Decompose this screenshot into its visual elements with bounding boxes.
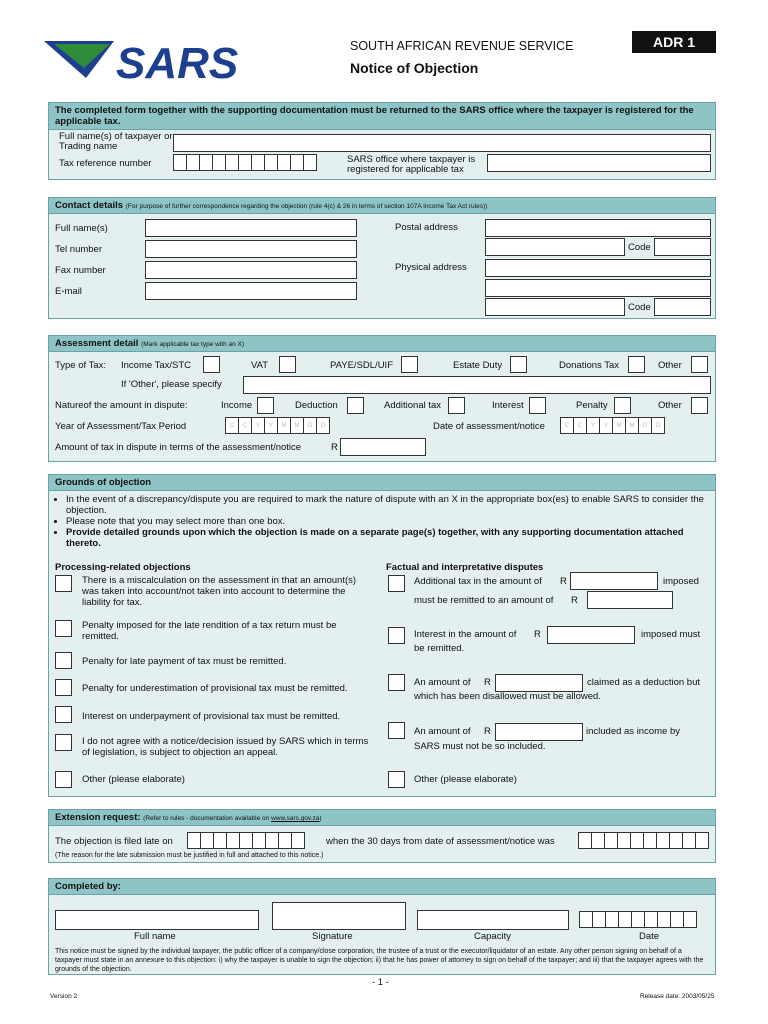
late-return-penalty-text: Penalty imposed for the late rendition of a tax return must be remitted. bbox=[82, 620, 337, 642]
sars-website-link[interactable]: www.sars.gov.za bbox=[271, 815, 320, 822]
late-reason-note: (The reason for the late submission must be justified in full and attached to this notice.) bbox=[55, 852, 324, 859]
additional-tax-remit-checkbox[interactable] bbox=[388, 575, 405, 592]
postal-code-label: Code bbox=[628, 242, 651, 253]
miscalculation-checkbox[interactable] bbox=[55, 575, 72, 592]
contact-heading-note: (For purpose of further correspondence regarding the objection (rule 4(c) & 26 in terms of section 107A Income Tax Act rules)) bbox=[125, 203, 488, 210]
contact-fullname-label: Full name(s) bbox=[55, 223, 108, 234]
grounds-heading: Grounds of objection bbox=[49, 475, 715, 491]
postal-line-1[interactable] bbox=[485, 219, 711, 237]
tax-ref-input[interactable] bbox=[173, 154, 317, 171]
income-amount-input[interactable] bbox=[495, 723, 583, 741]
assessment-heading: Assessment detail bbox=[55, 338, 139, 349]
physical-line-3[interactable] bbox=[485, 298, 625, 316]
deduction-amount-input[interactable] bbox=[495, 674, 583, 692]
postal-line-2[interactable] bbox=[485, 238, 625, 256]
instruction-2: • Please note that you may select more than one box. bbox=[66, 516, 716, 527]
r2a-text: Interest in the amount of bbox=[414, 629, 517, 640]
sars-office-input[interactable] bbox=[487, 154, 711, 172]
interest-checkbox[interactable] bbox=[529, 397, 546, 414]
late-return-penalty-checkbox[interactable] bbox=[55, 620, 72, 637]
type-of-tax-label: Type of Tax: bbox=[55, 360, 107, 371]
deduction-label: Deduction bbox=[295, 400, 338, 411]
factual-title: Factual and interpretative disputes bbox=[386, 562, 544, 573]
r2c-text: be remitted. bbox=[414, 643, 465, 654]
late-payment-penalty-checkbox[interactable] bbox=[55, 652, 72, 669]
other-nature-label: Other bbox=[658, 400, 682, 411]
underpayment-interest-text: Interest on underpayment of provisional tax must be remitted. bbox=[82, 711, 341, 722]
extension-section bbox=[48, 809, 716, 863]
signature-input[interactable] bbox=[272, 902, 406, 930]
physical-code-label: Code bbox=[628, 302, 651, 313]
additional-tax-label: Additional tax bbox=[384, 400, 442, 411]
r2-r-label: R bbox=[534, 629, 541, 640]
taxpayer-name-input[interactable] bbox=[173, 134, 711, 152]
logo-text: SARS bbox=[116, 39, 239, 84]
completed-date-label: Date bbox=[639, 931, 660, 942]
extension-heading: Extension request: bbox=[55, 812, 141, 823]
r3-r-label: R bbox=[484, 677, 491, 688]
notice-disagree-checkbox[interactable] bbox=[55, 734, 72, 751]
additional-tax-checkbox[interactable] bbox=[448, 397, 465, 414]
notice-disagree-text: I do not agree with a notice/decision issued by SARS which in terms of legislation, is subject to objection an appeal. bbox=[82, 736, 369, 758]
r4c-text: SARS must not be so included. bbox=[414, 741, 546, 752]
page-number: - 1 - bbox=[372, 977, 389, 988]
email-label: E-mail bbox=[55, 286, 82, 297]
processing-title: Processing-related objections bbox=[55, 562, 191, 573]
r2b-text: imposed must bbox=[641, 629, 701, 640]
grounds-instructions bbox=[53, 494, 716, 549]
income-exclude-checkbox[interactable] bbox=[388, 722, 405, 739]
donations-label: Donations Tax bbox=[559, 360, 620, 371]
tax-ref-label: Tax reference number bbox=[59, 158, 152, 169]
tel-input[interactable] bbox=[145, 240, 357, 258]
other-left-text: Other (please elaborate) bbox=[82, 774, 185, 785]
paye-label: PAYE/SDL/UIF bbox=[330, 360, 393, 371]
other-nature-checkbox[interactable] bbox=[691, 397, 708, 414]
version-label: Version 2 bbox=[50, 993, 78, 1000]
instruction-3: • Provide detailed grounds upon which the objection is made on a separate page(s) together, with any supporting documentation attached thereto. bbox=[66, 527, 716, 549]
paye-checkbox[interactable] bbox=[401, 356, 418, 373]
contact-fullname-input[interactable] bbox=[145, 219, 357, 237]
assessment-section bbox=[48, 335, 716, 462]
signature-label: Signature bbox=[312, 931, 353, 942]
taxpayer-section bbox=[48, 102, 716, 180]
additional-tax-amount-input[interactable] bbox=[570, 572, 658, 590]
underestimation-penalty-text: Penalty for underestimation of provisional tax must be remitted. bbox=[82, 683, 348, 694]
assessment-heading-note: (Mark applicable tax type with an X) bbox=[141, 341, 245, 348]
other-right-text: Other (please elaborate) bbox=[414, 774, 517, 785]
tel-label: Tel number bbox=[55, 244, 102, 255]
deduction-checkbox[interactable] bbox=[347, 397, 364, 414]
fax-input[interactable] bbox=[145, 261, 357, 279]
other-tax-checkbox[interactable] bbox=[691, 356, 708, 373]
amount-in-dispute-input[interactable] bbox=[340, 438, 426, 456]
extension-note: (Refer to rules - documentation available on bbox=[143, 815, 272, 822]
completed-fullname-input[interactable] bbox=[55, 910, 259, 930]
year-label: Year of Assessment/Tax Period bbox=[55, 421, 187, 432]
extension-note-close: ) bbox=[319, 815, 322, 822]
r3c-text: which has been disallowed must be allowed. bbox=[414, 691, 601, 702]
r1a-text: Additional tax in the amount of bbox=[414, 576, 542, 587]
form-code-badge: ADR 1 bbox=[632, 31, 716, 53]
estate-checkbox[interactable] bbox=[510, 356, 527, 373]
capacity-input[interactable] bbox=[417, 910, 569, 930]
completed-heading: Completed by: bbox=[49, 879, 715, 895]
donations-checkbox[interactable] bbox=[628, 356, 645, 373]
original-date-input[interactable] bbox=[578, 832, 709, 849]
miscalculation-text: There is a miscalculation on the assessment in that an amount(s) was taken into account/not taken into account to determine the liability for tax. bbox=[82, 575, 357, 608]
physical-line-2[interactable] bbox=[485, 279, 711, 297]
interest-label: Interest bbox=[492, 400, 524, 411]
instruction-1: • In the event of a discrepancy/dispute you are required to mark the nature of dispute with an X in the appropriate box(es) to enable SARS to consider the objection. bbox=[66, 494, 716, 516]
other-specify-input[interactable] bbox=[243, 376, 711, 394]
completed-date-input[interactable] bbox=[579, 911, 697, 928]
interest-amount-input[interactable] bbox=[547, 626, 635, 644]
r3a-text: An amount of bbox=[414, 677, 471, 688]
physical-line-1[interactable] bbox=[485, 259, 711, 277]
grounds-section bbox=[48, 474, 716, 797]
deduction-allow-checkbox[interactable] bbox=[388, 674, 405, 691]
vat-label: VAT bbox=[251, 360, 269, 371]
amount-label: Amount of tax in dispute in terms of the assessment/notice bbox=[55, 442, 302, 453]
completed-section bbox=[48, 878, 716, 975]
penalty-checkbox[interactable] bbox=[614, 397, 631, 414]
underpayment-interest-checkbox[interactable] bbox=[55, 706, 72, 723]
completed-fullname-label: Full name bbox=[134, 931, 176, 942]
income-tax-checkbox[interactable] bbox=[203, 356, 220, 373]
postal-code-input[interactable] bbox=[654, 238, 711, 256]
amount-r-label: R bbox=[331, 442, 338, 453]
year-input[interactable]: C C Y Y M M D D bbox=[225, 417, 330, 434]
agency-name: SOUTH AFRICAN REVENUE SERVICE bbox=[350, 39, 574, 53]
page-title: Notice of Objection bbox=[350, 60, 479, 76]
r1c-text: must be remitted to an amount of bbox=[414, 595, 554, 606]
r1c-r-label: R bbox=[571, 595, 578, 606]
late-payment-penalty-text: Penalty for late payment of tax must be remitted. bbox=[82, 656, 287, 667]
capacity-label: Capacity bbox=[474, 931, 511, 942]
income-label: Income bbox=[221, 400, 253, 411]
r3b-text: claimed as a deduction but bbox=[587, 677, 701, 688]
office-label: SARS office where taxpayer is registered for applicable tax bbox=[347, 154, 476, 175]
income-checkbox[interactable] bbox=[257, 397, 274, 414]
physical-code-input[interactable] bbox=[654, 298, 711, 316]
date-label: Date of assessment/notice bbox=[433, 421, 545, 432]
r4b-text: included as income by bbox=[586, 726, 680, 737]
postal-label: Postal address bbox=[395, 222, 458, 233]
contact-heading: Contact details bbox=[55, 200, 124, 211]
sars-logo bbox=[44, 38, 264, 84]
income-tax-label: Income Tax/STC bbox=[121, 360, 192, 371]
r1-r-label: R bbox=[560, 576, 567, 587]
return-instructions: The completed form together with the supporting documentation must be returned to the SARS office where the taxpayer is registered for the applicable tax. bbox=[49, 103, 715, 130]
other-right-checkbox[interactable] bbox=[388, 771, 405, 788]
vat-checkbox[interactable] bbox=[279, 356, 296, 373]
remit-amount-input[interactable] bbox=[587, 591, 673, 609]
other-tax-label: Other bbox=[658, 360, 682, 371]
interest-remit-checkbox[interactable] bbox=[388, 627, 405, 644]
assessment-date-input[interactable]: C C Y Y M M D D bbox=[560, 417, 665, 434]
r4-r-label: R bbox=[484, 726, 491, 737]
late-filing-date-input[interactable] bbox=[187, 832, 305, 849]
underestimation-penalty-checkbox[interactable] bbox=[55, 679, 72, 696]
email-input[interactable] bbox=[145, 282, 357, 300]
contact-section bbox=[48, 197, 716, 319]
r1b-text: imposed bbox=[663, 576, 699, 587]
penalty-label: Penalty bbox=[576, 400, 608, 411]
signing-note: This notice must be signed by the individual taxpayer, the public officer of a company/close corporation, the trustee of a trust or the executor/liquidator of an estate. Any other person signing on behalf of a taxpayer must state in an annexure to this objection: i) why the taxpayer is unable to sign the objection; ii) that he has power of attorney to sign on behalf of the taxpayer; and iii) that the taxpayer agrees with the grounds of the objection. bbox=[55, 948, 704, 973]
specify-label: If 'Other', please specify bbox=[121, 379, 222, 390]
full-name-label: Full name(s) of taxpayer or Trading name bbox=[59, 131, 173, 152]
release-date: Release date: 2003/05/25 bbox=[640, 993, 715, 1000]
thirty-days-label: when the 30 days from date of assessment/notice was bbox=[326, 836, 555, 847]
r4a-text: An amount of bbox=[414, 726, 471, 737]
estate-label: Estate Duty bbox=[453, 360, 503, 371]
filed-late-label: The objection is filed late on bbox=[55, 836, 173, 847]
physical-label: Physical address bbox=[395, 262, 467, 273]
fax-label: Fax number bbox=[55, 265, 106, 276]
other-left-checkbox[interactable] bbox=[55, 771, 72, 788]
nature-label: Natureof the amount in dispute: bbox=[55, 400, 188, 411]
